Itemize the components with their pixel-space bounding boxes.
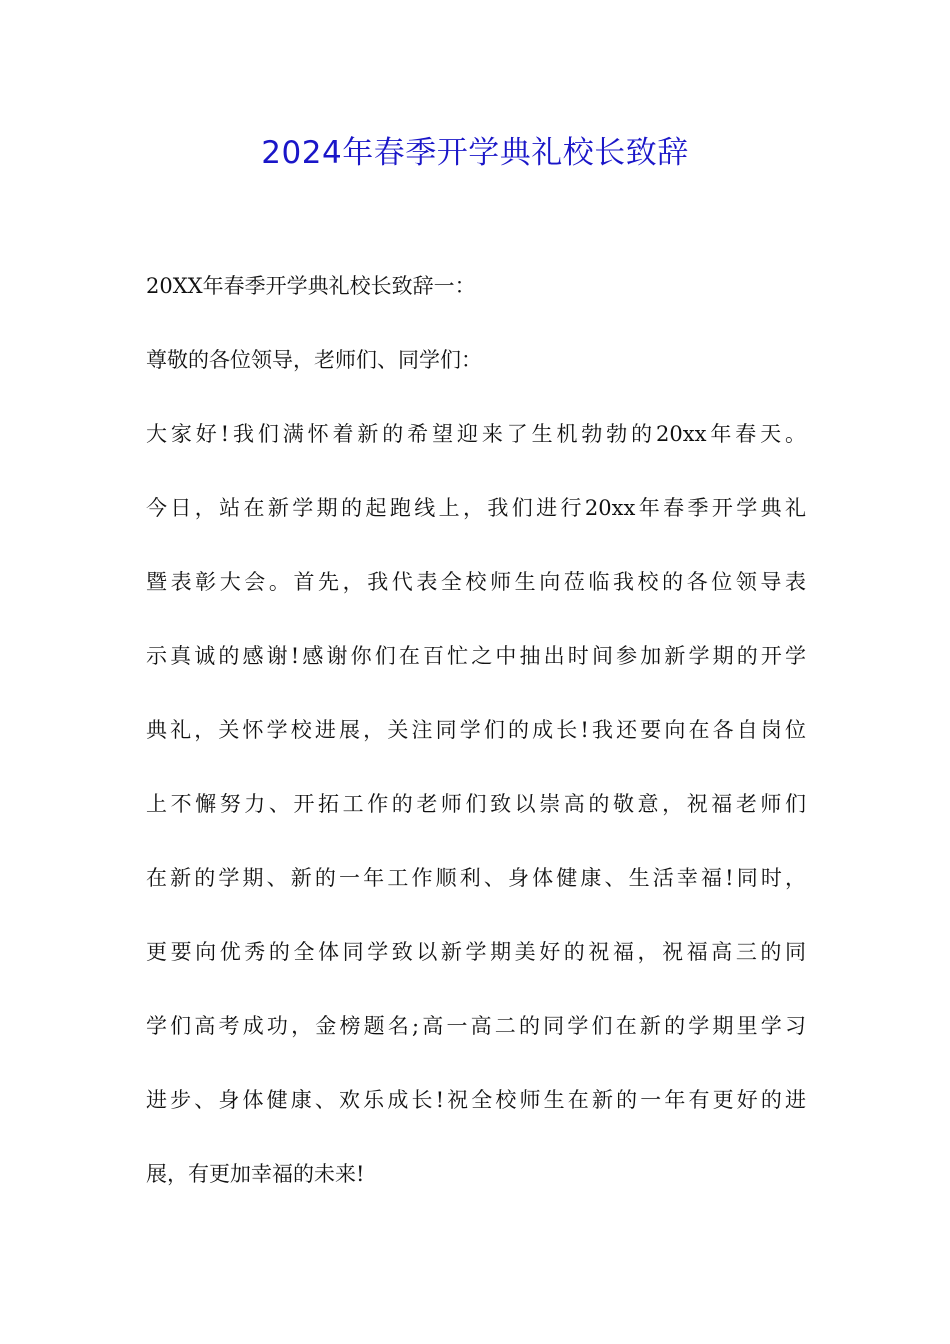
document-body: [146, 266, 806, 1228]
document-title: 2024年春季开学典礼校长致辞: [261, 135, 689, 171]
body-line-13: 展，有更加幸福的未来!: [146, 1162, 365, 1186]
body-line-3: 大家好!我们满怀着新的希望迎来了生机勃勃的20xx年春天。: [146, 422, 806, 446]
body-line-8: 上不懈努力、开拓工作的老师们致以崇高的敬意，祝福老师们: [146, 792, 806, 816]
body-line-2: 尊敬的各位领导，老师们、同学们：: [146, 348, 482, 372]
body-line-4: 今日，站在新学期的起跑线上，我们进行20xx年春季开学典礼: [146, 496, 806, 520]
body-line-1: 20XX年春季开学典礼校长致辞一：: [146, 274, 476, 298]
body-line-5: 暨表彰大会。首先，我代表全校师生向莅临我校的各位领导表: [146, 570, 806, 594]
body-line-6: 示真诚的感谢!感谢你们在百忙之中抽出时间参加新学期的开学: [146, 644, 806, 668]
body-line-9: 在新的学期、新的一年工作顺利、身体健康、生活幸福!同时，: [146, 866, 806, 890]
body-line-11: 学们高考成功，金榜题名;高一高二的同学们在新的学期里学习: [146, 1014, 806, 1038]
body-line-10: 更要向优秀的全体同学致以新学期美好的祝福，祝福高三的同: [146, 940, 806, 964]
body-line-7: 典礼，关怀学校进展，关注同学们的成长!我还要向在各自岗位: [146, 718, 806, 742]
body-line-12: 进步、身体健康、欢乐成长!祝全校师生在新的一年有更好的进: [146, 1088, 806, 1112]
